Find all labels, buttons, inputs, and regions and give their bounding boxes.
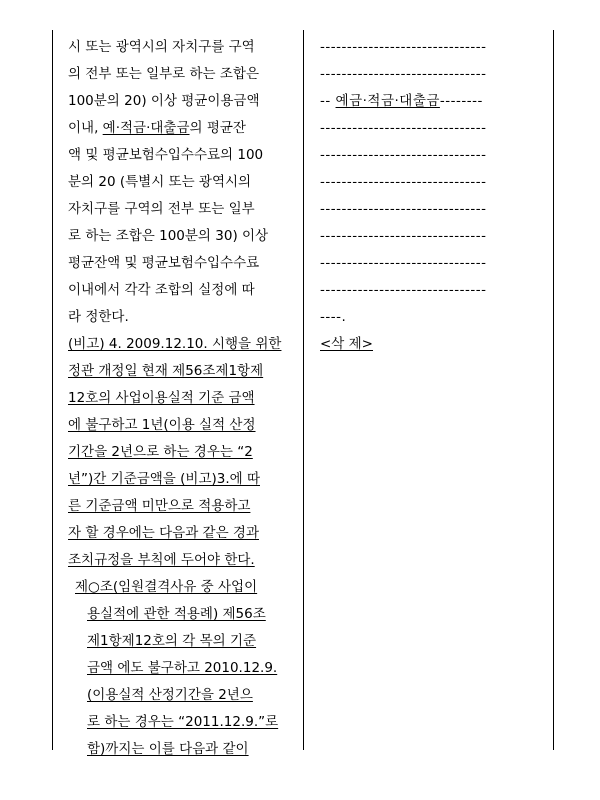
article-line: (이용실적 산정기간을 2년으 (87, 687, 253, 703)
article-line: 용실적에 관한 적용례) 제56조 (87, 606, 266, 622)
text-line: 평균잔액 및 평균보험수입수수료 (68, 255, 260, 271)
note-line: 자 할 경우에는 다음과 같은 경과 (68, 525, 259, 541)
dash-line (320, 88, 546, 115)
text-fragment: 이내, (68, 120, 99, 136)
dash-line: ------------------------------- (320, 282, 487, 298)
underlined-term: 예금·적금·대출금 (335, 93, 440, 109)
table-border-left (52, 30, 53, 750)
dash-line: ------------------------------- (320, 66, 487, 82)
current-provision-column (68, 34, 294, 763)
article-line: 함)까지는 이를 다음과 같이 (87, 741, 249, 757)
note-line: 른 기준금액 미만으로 적용하고 (68, 498, 251, 514)
text-line: 시 또는 광역시의 자치구를 구역 (68, 39, 255, 55)
dash-fragment: -- (320, 93, 336, 109)
deleted-marker: <삭 제> (320, 336, 373, 352)
article-line: 로 하는 경우는 “2011.12.9.”로 (87, 714, 279, 730)
note-line: 기간을 2년으로 하는 경우는 “2 (68, 444, 253, 460)
amended-provision-column (320, 34, 546, 358)
table-border-right (553, 30, 554, 750)
text-line: 라 정한다. (68, 309, 129, 325)
note-line: 년”)간 기준금액을 (비고)3.에 따 (68, 471, 260, 487)
dash-line: ------------------------------- (320, 147, 487, 163)
dash-line: ------------------------------- (320, 120, 487, 136)
text-line: 100분의 20) 이상 평균이용금액 (68, 93, 260, 109)
dash-line: ------------------------------- (320, 228, 487, 244)
dash-line-end: ----. (320, 309, 347, 325)
note-line: 에 불구하고 1년(이용 실적 산정 (68, 417, 256, 433)
dash-line: ------------------------------- (320, 174, 487, 190)
note-line: 조치규정을 부칙에 두어야 한다. (68, 552, 255, 568)
text-line: 자치구를 구역의 전부 또는 일부 (68, 201, 255, 217)
article-line: 제1항제12호의 각 목의 기준 (87, 633, 257, 649)
dash-line: ------------------------------- (320, 39, 487, 55)
dash-line: ------------------------------- (320, 201, 487, 217)
article-line: 제○조(임원결격사유 중 사업이 (75, 579, 258, 595)
text-fragment: 의 평균잔 (189, 120, 246, 136)
text-line: 이내에서 각각 조합의 실정에 따 (68, 282, 255, 298)
text-line: 의 전부 또는 일부로 하는 조합은 (68, 66, 259, 82)
dash-fragment: -------- (439, 93, 483, 109)
note-line: 정관 개정일 현재 제56조제1항제 (68, 363, 264, 379)
text-line: 액 및 평균보험수입수수료의 100 (68, 147, 264, 163)
table-border-middle (303, 30, 304, 750)
text-line (68, 115, 294, 142)
note-line: 12호의 사업이용실적 기준 금액 (68, 390, 255, 406)
dash-line: ------------------------------- (320, 255, 487, 271)
text-line: 로 하는 조합은 100분의 30) 이상 (68, 228, 269, 244)
underlined-term: 예·적금·대출금 (102, 120, 190, 136)
note-line: (비고) 4. 2009.12.10. 시행을 위한 (68, 336, 282, 352)
text-line: 분의 20 (특별시 또는 광역시의 (68, 174, 252, 190)
article-line: 금액 에도 불구하고 2010.12.9. (87, 660, 278, 676)
